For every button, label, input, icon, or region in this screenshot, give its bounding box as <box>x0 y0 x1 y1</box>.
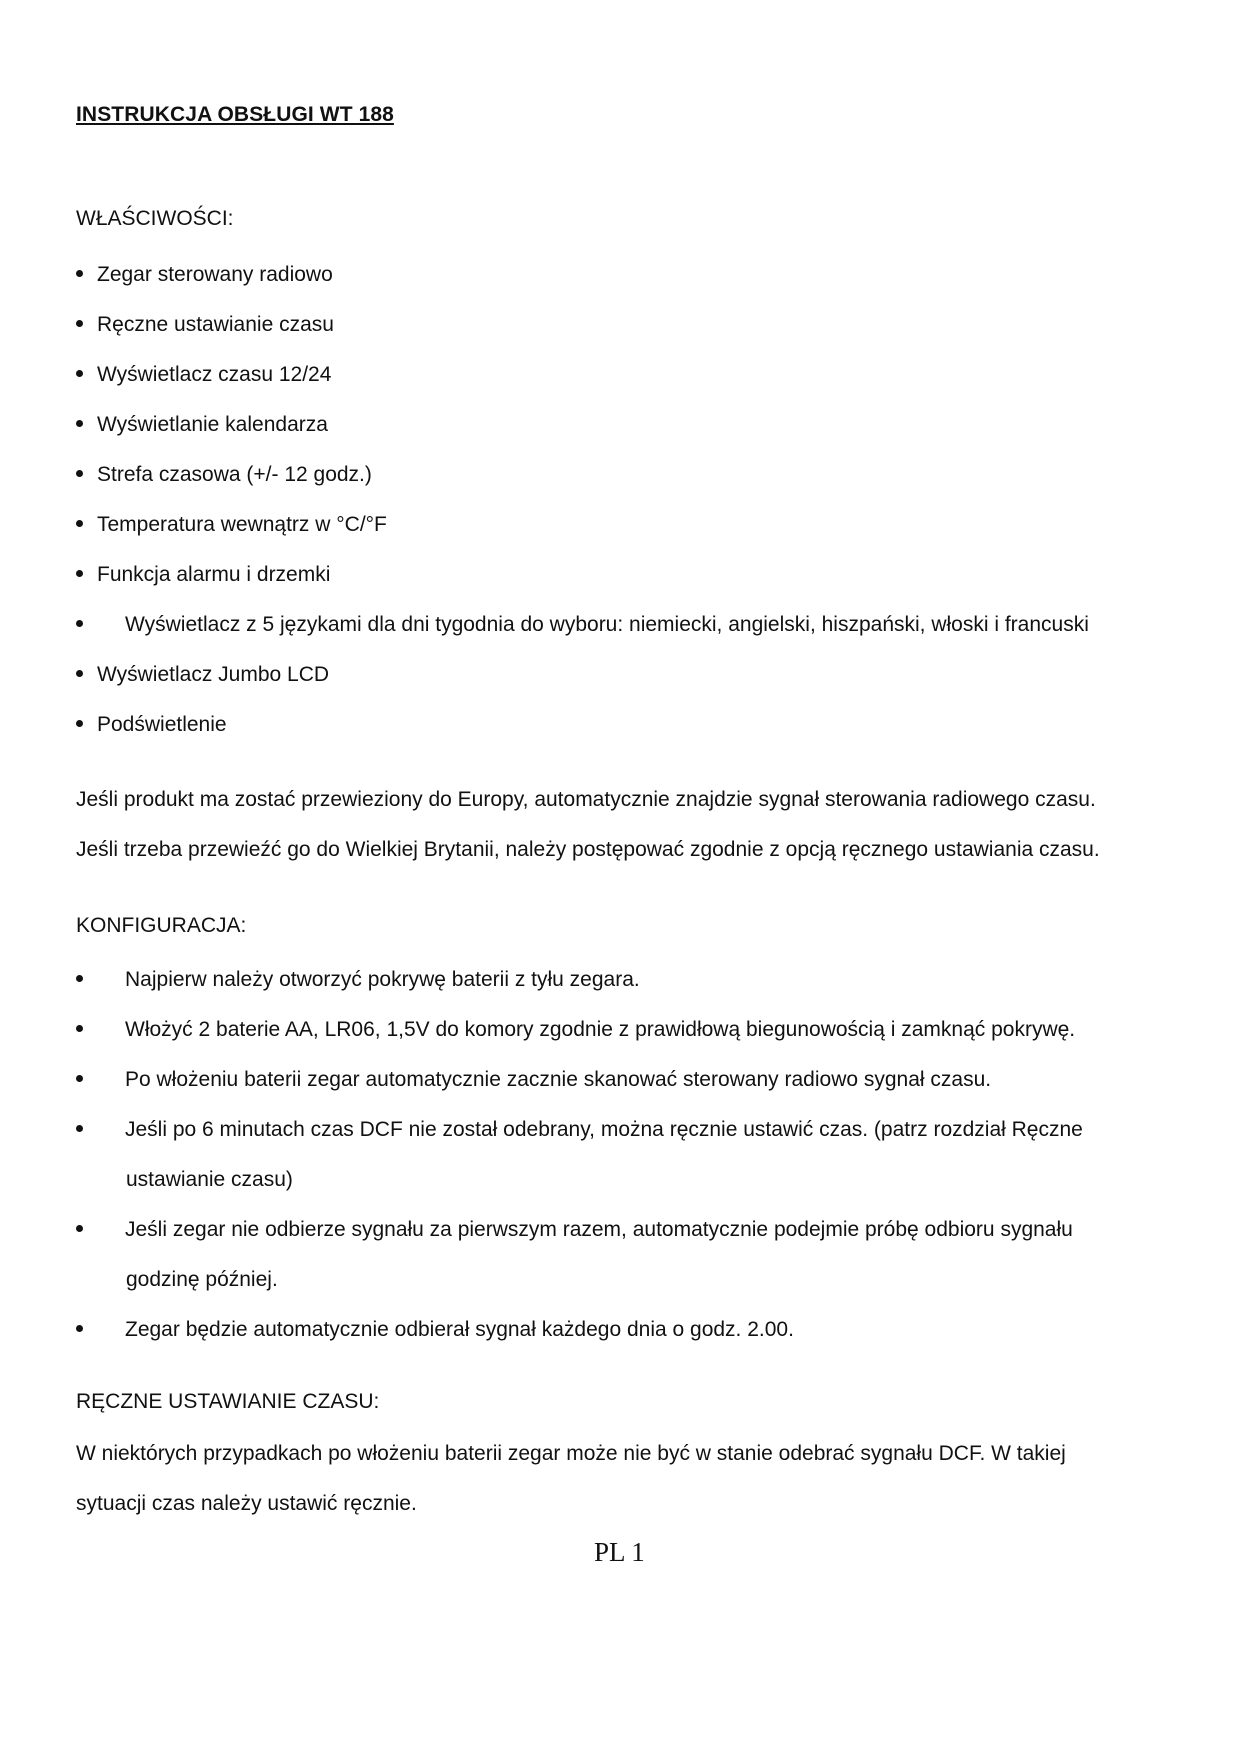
bullet-icon <box>76 270 83 277</box>
bullet-icon <box>76 520 83 527</box>
bullet-icon <box>76 1325 83 1332</box>
setup-item-continuation: ustawianie czasu) <box>126 1168 293 1191</box>
bullet-icon <box>76 420 83 427</box>
setup-list-item: Jeśli po 6 minutach czas DCF nie został odebrany, można ręcznie ustawić czas. (patrz rozdział Ręczne <box>76 1115 1083 1145</box>
features-list-item: Wyświetlacz z 5 językami dla dni tygodnia do wyboru: niemiecki, angielski, hiszpański, włoski i francuski <box>76 610 1089 640</box>
features-heading: WŁAŚCIWOŚCI: <box>76 207 234 230</box>
bullet-icon <box>76 370 83 377</box>
features-list-item: Zegar sterowany radiowo <box>76 260 333 290</box>
bullet-icon <box>76 320 83 327</box>
setup-list-item: Po włożeniu baterii zegar automatycznie zacznie skanować sterowany radiowo sygnał czasu. <box>76 1065 991 1095</box>
bullet-icon <box>76 1125 83 1132</box>
features-list-item: Funkcja alarmu i drzemki <box>76 560 330 590</box>
features-list-item: Wyświetlanie kalendarza <box>76 410 328 440</box>
manual-setting-paragraph-line: W niektórych przypadkach po włożeniu baterii zegar może nie być w stanie odebrać sygnału DCF. W takiej <box>76 1442 1066 1465</box>
setup-list-item: Najpierw należy otworzyć pokrywę baterii z tyłu zegara. <box>76 965 640 995</box>
features-list-item: Podświetlenie <box>76 710 227 740</box>
bullet-icon <box>76 1075 83 1082</box>
bullet-icon <box>76 1025 83 1032</box>
features-list-item: Strefa czasowa (+/- 12 godz.) <box>76 460 372 490</box>
manual-setting-paragraph-line: sytuacji czas należy ustawić ręcznie. <box>76 1492 417 1515</box>
features-list-item: Wyświetlacz czasu 12/24 <box>76 360 331 390</box>
features-list-item: Wyświetlacz Jumbo LCD <box>76 660 329 690</box>
setup-list-item: Zegar będzie automatycznie odbierał sygnał każdego dnia o godz. 2.00. <box>76 1315 794 1345</box>
setup-item-continuation: godzinę później. <box>126 1268 278 1291</box>
bullet-icon <box>76 670 83 677</box>
bullet-icon <box>76 470 83 477</box>
intro-paragraph-line: Jeśli produkt ma zostać przewieziony do Europy, automatycznie znajdzie sygnał sterowania radiowego czasu. <box>76 788 1096 811</box>
features-list-item: Temperatura wewnątrz w °C/°F <box>76 510 387 540</box>
features-list-item: Ręczne ustawianie czasu <box>76 310 334 340</box>
bullet-icon <box>76 720 83 727</box>
bullet-icon <box>76 570 83 577</box>
setup-list-item: Jeśli zegar nie odbierze sygnału za pierwszym razem, automatycznie podejmie próbę odbioru sygnału <box>76 1215 1073 1245</box>
document-title: INSTRUKCJA OBSŁUGI WT 188 <box>76 103 394 126</box>
bullet-icon <box>76 1225 83 1232</box>
bullet-icon <box>76 620 83 627</box>
setup-heading: KONFIGURACJA: <box>76 914 247 937</box>
page-number: PL 1 <box>594 1537 645 1567</box>
manual-setting-heading: RĘCZNE USTAWIANIE CZASU: <box>76 1390 380 1413</box>
bullet-icon <box>76 975 83 982</box>
intro-paragraph-line: Jeśli trzeba przewieźć go do Wielkiej Brytanii, należy postępować zgodnie z opcją ręcznego ustawiania czasu. <box>76 838 1100 861</box>
setup-list-item: Włożyć 2 baterie AA, LR06, 1,5V do komory zgodnie z prawidłową biegunowością i zamknąć pokrywę. <box>76 1015 1075 1045</box>
